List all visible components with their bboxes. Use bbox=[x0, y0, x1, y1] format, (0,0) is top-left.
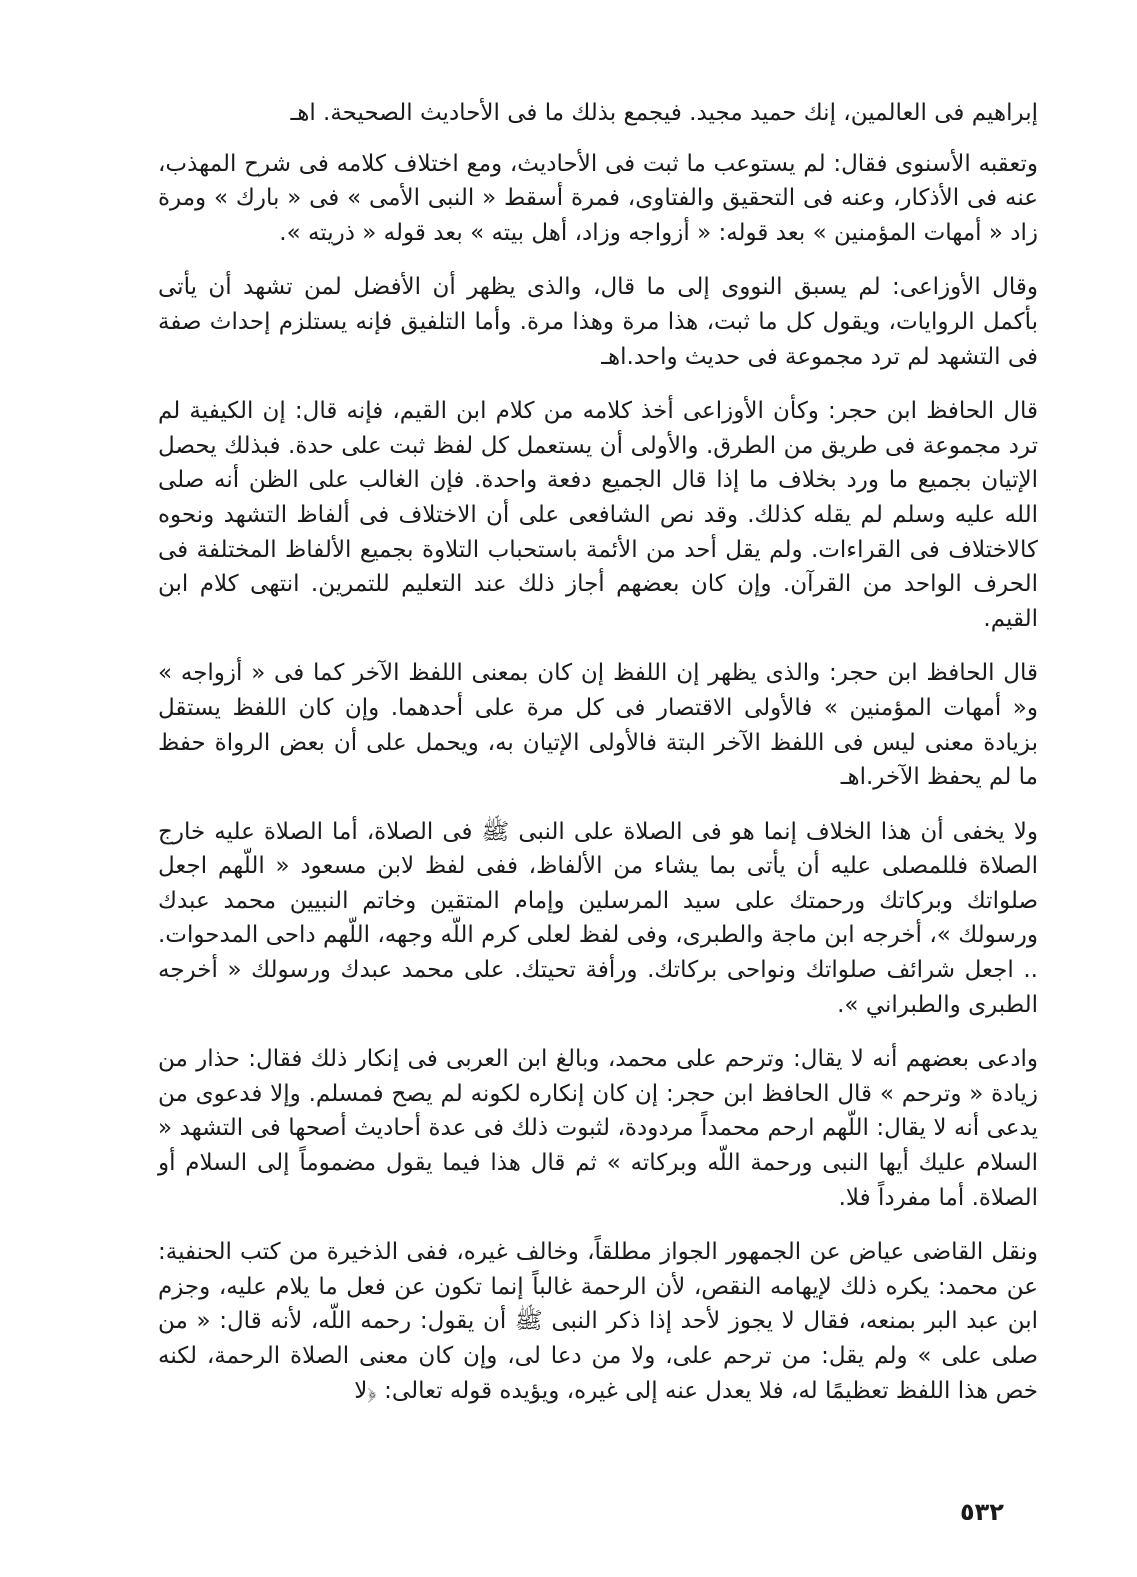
paragraph: وقال الأوزاعى: لم يسبق النووى إلى ما قال، والذى يظهر أن الأفضل لمن تشهد أن يأتى بأكمل الروايات، ويقول كل ما ثبت، هذا مرة وهذا مرة. وأما التلفيق فإنه يستلزم إحداث صفة فى التشهد لم ترد مجموعة فى حديث واحد.اهـ bbox=[158, 274, 1038, 370]
paragraph: قال الحافظ ابن حجر: والذى يظهر إن اللفظ إن كان بمعنى اللفظ الآخر كما فى « أزواجه » و« أمهات المؤمنين » فالأولى الاقتصار فى كل مرة على أحدهما. وإن كان اللفظ يستقل بزيادة معنى ليس فى اللفظ الآخر البتة فالأولى الإتيان به، ويحمل على أن بعض الرواة حفظ ما لم يحفظ الآخر.اهـ bbox=[158, 660, 1038, 791]
paragraph: وتعقبه الأسنوى فقال: لم يستوعب ما ثبت فى الأحاديث، ومع اختلاف كلامه فى شرح المهذب، عنه فى الأذكار، وعنه فى التحقيق والفتاوى، فمرة أسقط « النبى الأمى » فى « بارك » ومرة زاد « أمهات المؤمنين » بعد قوله: « أزواجه وزاد، أهل بيته » بعد قوله « ذريته ». bbox=[158, 150, 1038, 246]
paragraph: ونقل القاضى عياض عن الجمهور الجواز مطلقاً، وخالف غيره، ففى الذخيرة من كتب الحنفية: عن محمد: يكره ذلك لإيهامه النقص، لأن الرحمة غالباً إنما تكون عن فعل ما يلام عليه، وجزم ابن عبد البر بمنعه، فقال لا يجوز لأحد إذا ذكر النبى ﷺ أن يقول: رحمه اللّه، لأنه قال: « من صلى على » ولم يقل: من ترحم على، ولا من دعا لى، وإن كان معنى الصلاة الرحمة، لكنه خص هذا اللفظ تعظيمًا له، فلا يعدل عنه إلى غيره، ويؤيده قوله تعالى: ﴿لا bbox=[158, 1239, 1038, 1404]
paragraph: ولا يخفى أن هذا الخلاف إنما هو فى الصلاة على النبى ﷺ فى الصلاة، أما الصلاة عليه خارج الصلاة فللمصلى عليه أن يأتى بما يشاء من الألفاظ، ففى لفظ لابن مسعود « اللّهم اجعل صلواتك وبركاتك ورحمتك على سيد المرسلين وإمام المتقين وخاتم النبيين محمد عبدك ورسولك »، أخرجه ابن ماجة والطبرى، وفى لفظ لعلى كرم اللّه وجهه، اللّهم داحى المدحوات. .. اجعل شرائف صلواتك ونواحى بركاتك. ورأفة تحيتك. على محمد عبدك ورسولك « أخرجه الطبرى والطبراني ». bbox=[158, 818, 1038, 1018]
paragraph: إبراهيم فى العالمين، إنك حميد مجيد. فيجمع بذلك ما فى الأحاديث الصحيحة. اهـ bbox=[290, 100, 1038, 126]
paragraph: قال الحافظ ابن حجر: وكأن الأوزاعى أخذ كلامه من كلام ابن القيم، فإنه قال: إن الكيفية لم ترد مجموعة فى طريق من الطرق. والأولى أن يستعمل كل لفظ ثبت على حدة. فبذلك يحصل الإتيان بجميع ما ورد بخلاف ما إذا قال الجميع دفعة واحدة. فإن الغالب على الظن أنه صلى الله عليه وسلم لم يقله كذلك. وقد نص الشافعى على أن الاختلاف فى ألفاظ التشهد ونحوه كالاختلاف فى القراءات. ولم يقل أحد من الأئمة باستحباب التلاوة بجميع الألفاظ المختلفة فى الحرف الواحد من القرآن. وإن كان بعضهم أجاز ذلك عند التعليم للتمرين. انتهى كلام ابن القيم. bbox=[158, 398, 1038, 632]
page-number: ٥٣٢ bbox=[960, 1498, 1004, 1526]
paragraph: وادعى بعضهم أنه لا يقال: وترحم على محمد، وبالغ ابن العربى فى إنكار ذلك فقال: حذار من زيادة « وترحم » قال الحافظ ابن حجر: إن كان إنكاره لكونه لم يصح فمسلم. وإلا فدعوى من يدعى أنه لا يقال: اللّهم ارحم محمداً مردودة، لثبوت ذلك فى عدة أحاديث أصحها فى التشهد « السلام عليك أيها النبى ورحمة اللّه وبركاته » ثم قال هذا فيما يقول مضموماً إلى السلام أو الصلاة. أما مفرداً فلا. bbox=[158, 1046, 1038, 1211]
page-body bbox=[158, 96, 1038, 1428]
